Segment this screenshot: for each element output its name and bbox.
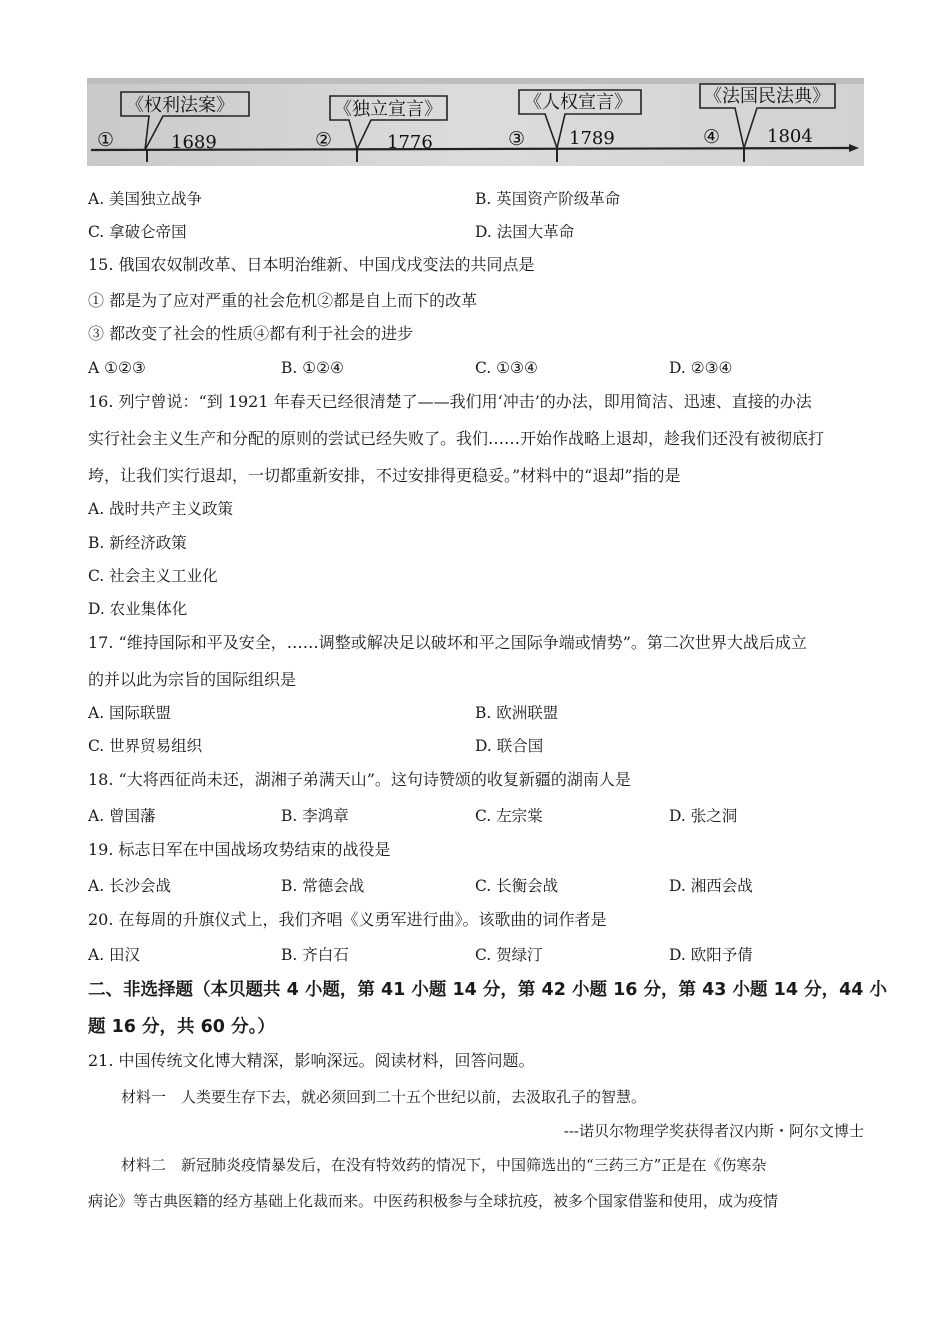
q15-statement-1: ① 都是为了应对严重的社会危机②都是自上而下的改革 (88, 291, 478, 310)
timeline-year-1: 1689 (171, 132, 217, 153)
timeline-title-1: 《权利法案》 (126, 95, 234, 116)
q20-option-b: B. 齐白石 (281, 946, 349, 964)
q14-option-b: B. 英国资产阶级革命 (475, 190, 621, 208)
timeline-figure (87, 78, 864, 166)
timeline-marker-4: ④ (703, 126, 721, 148)
q21-material-2-line-2: 病论》等古典医籍的经方基础上化裁而来。中医药积极参与全球抗疫，被多个国家借鉴和使用，成为疫情 (88, 1192, 779, 1210)
q20-option-a: A. 田汉 (88, 946, 141, 964)
q16-line-1: 16. 列宁曾说：“到 1921 年春天已经很清楚了——我们用‘冲击’的办法，即用简洁、迅速、直接的办法 (88, 392, 812, 411)
timeline-marker-2: ② (315, 129, 333, 151)
q17-option-b: B. 欧洲联盟 (475, 704, 559, 722)
q16-option-c: C. 社会主义工业化 (88, 567, 218, 585)
q21-material-2-line-1: 材料二 新冠肺炎疫情暴发后，在没有特效药的情况下，中国筛选出的“三药三方”正是在《伤寒杂 (121, 1156, 767, 1174)
q21-stem: 21. 中国传统文化博大精深，影响深远。阅读材料，回答问题。 (88, 1051, 535, 1070)
q16-line-3: 垮，让我们实行退却，一切都重新安排，不过安排得更稳妥。”材料中的“退却”指的是 (88, 466, 681, 485)
q19-option-c: C. 长衡会战 (475, 877, 559, 895)
q16-line-2: 实行社会主义生产和分配的原则的尝试已经失败了。我们……开始作战略上退却，趁我们还没有被彻底打 (88, 429, 825, 448)
q20-option-c: C. 贺绿汀 (475, 946, 543, 964)
q21-material-1: 材料一 人类要生存下去，就必须回到二十五个世纪以前，去汲取孔子的智慧。 (121, 1088, 647, 1106)
timeline-title-4: 《法国民法典》 (704, 86, 830, 107)
q17-option-c: C. 世界贸易组织 (88, 737, 203, 755)
q16-option-b: B. 新经济政策 (88, 534, 187, 552)
q15-option-b: B. ①②④ (281, 359, 344, 377)
q14-option-a: A. 美国独立战争 (88, 190, 203, 208)
q14-option-c: C. 拿破仑帝国 (88, 223, 187, 241)
q21-material-1-source: ---诺贝尔物理学奖获得者汉内斯・阿尔文博士 (563, 1122, 864, 1140)
q20-stem: 20. 在每周的升旗仪式上，我们齐唱《义勇军进行曲》。该歌曲的词作者是 (88, 910, 607, 929)
timeline-marker-1: ① (97, 129, 115, 151)
q17-line-1: 17. “维持国际和平及安全，……调整或解决足以破坏和平之国际争端或情势”。第二次世界大战后成立 (88, 633, 807, 652)
q15-statement-2: ③ 都改变了社会的性质④都有利于社会的进步 (88, 324, 414, 343)
q18-option-d: D. 张之洞 (669, 807, 738, 825)
q17-option-d: D. 联合国 (475, 737, 544, 755)
q15-option-d: D. ②③④ (669, 359, 733, 377)
q15-option-c: C. ①③④ (475, 359, 538, 377)
q15-option-a: A ①②③ (88, 359, 146, 377)
q17-option-a: A. 国际联盟 (88, 704, 172, 722)
q18-option-b: B. 李鸿章 (281, 807, 349, 825)
q19-option-b: B. 常德会战 (281, 877, 365, 895)
q18-option-c: C. 左宗棠 (475, 807, 543, 825)
timeline-year-3: 1789 (569, 128, 615, 149)
q18-stem: 18. “大将西征尚未还，湖湘子弟满天山”。这句诗赞颂的收复新疆的湖南人是 (88, 770, 631, 789)
q15-stem: 15. 俄国农奴制改革、日本明治维新、中国戊戌变法的共同点是 (88, 255, 535, 274)
timeline-year-2: 1776 (387, 132, 433, 153)
timeline-marker-3: ③ (508, 128, 526, 150)
q18-option-a: A. 曾国藩 (88, 807, 156, 825)
q14-option-d: D. 法国大革命 (475, 223, 575, 241)
q19-option-a: A. 长沙会战 (88, 877, 172, 895)
q19-stem: 19. 标志日军在中国战场攻势结束的战役是 (88, 840, 391, 859)
section-2-heading-line-2: 题 16 分，共 60 分。） (88, 1017, 275, 1037)
q20-option-d: D. 欧阳予倩 (669, 946, 753, 964)
q17-line-2: 的并以此为宗旨的国际组织是 (88, 670, 297, 689)
timeline-title-2: 《独立宣言》 (334, 99, 442, 120)
timeline-year-4: 1804 (767, 126, 813, 147)
q16-option-a: A. 战时共产主义政策 (88, 500, 234, 518)
q19-option-d: D. 湘西会战 (669, 877, 753, 895)
q16-option-d: D. 农业集体化 (88, 600, 188, 618)
timeline-title-3: 《人权宣言》 (524, 92, 632, 113)
section-2-heading-line-1: 二、非选择题（本贝题共 4 小题，第 41 小题 14 分，第 42 小题 16 分，第 43 小题 14 分，44 小 (88, 980, 888, 1000)
